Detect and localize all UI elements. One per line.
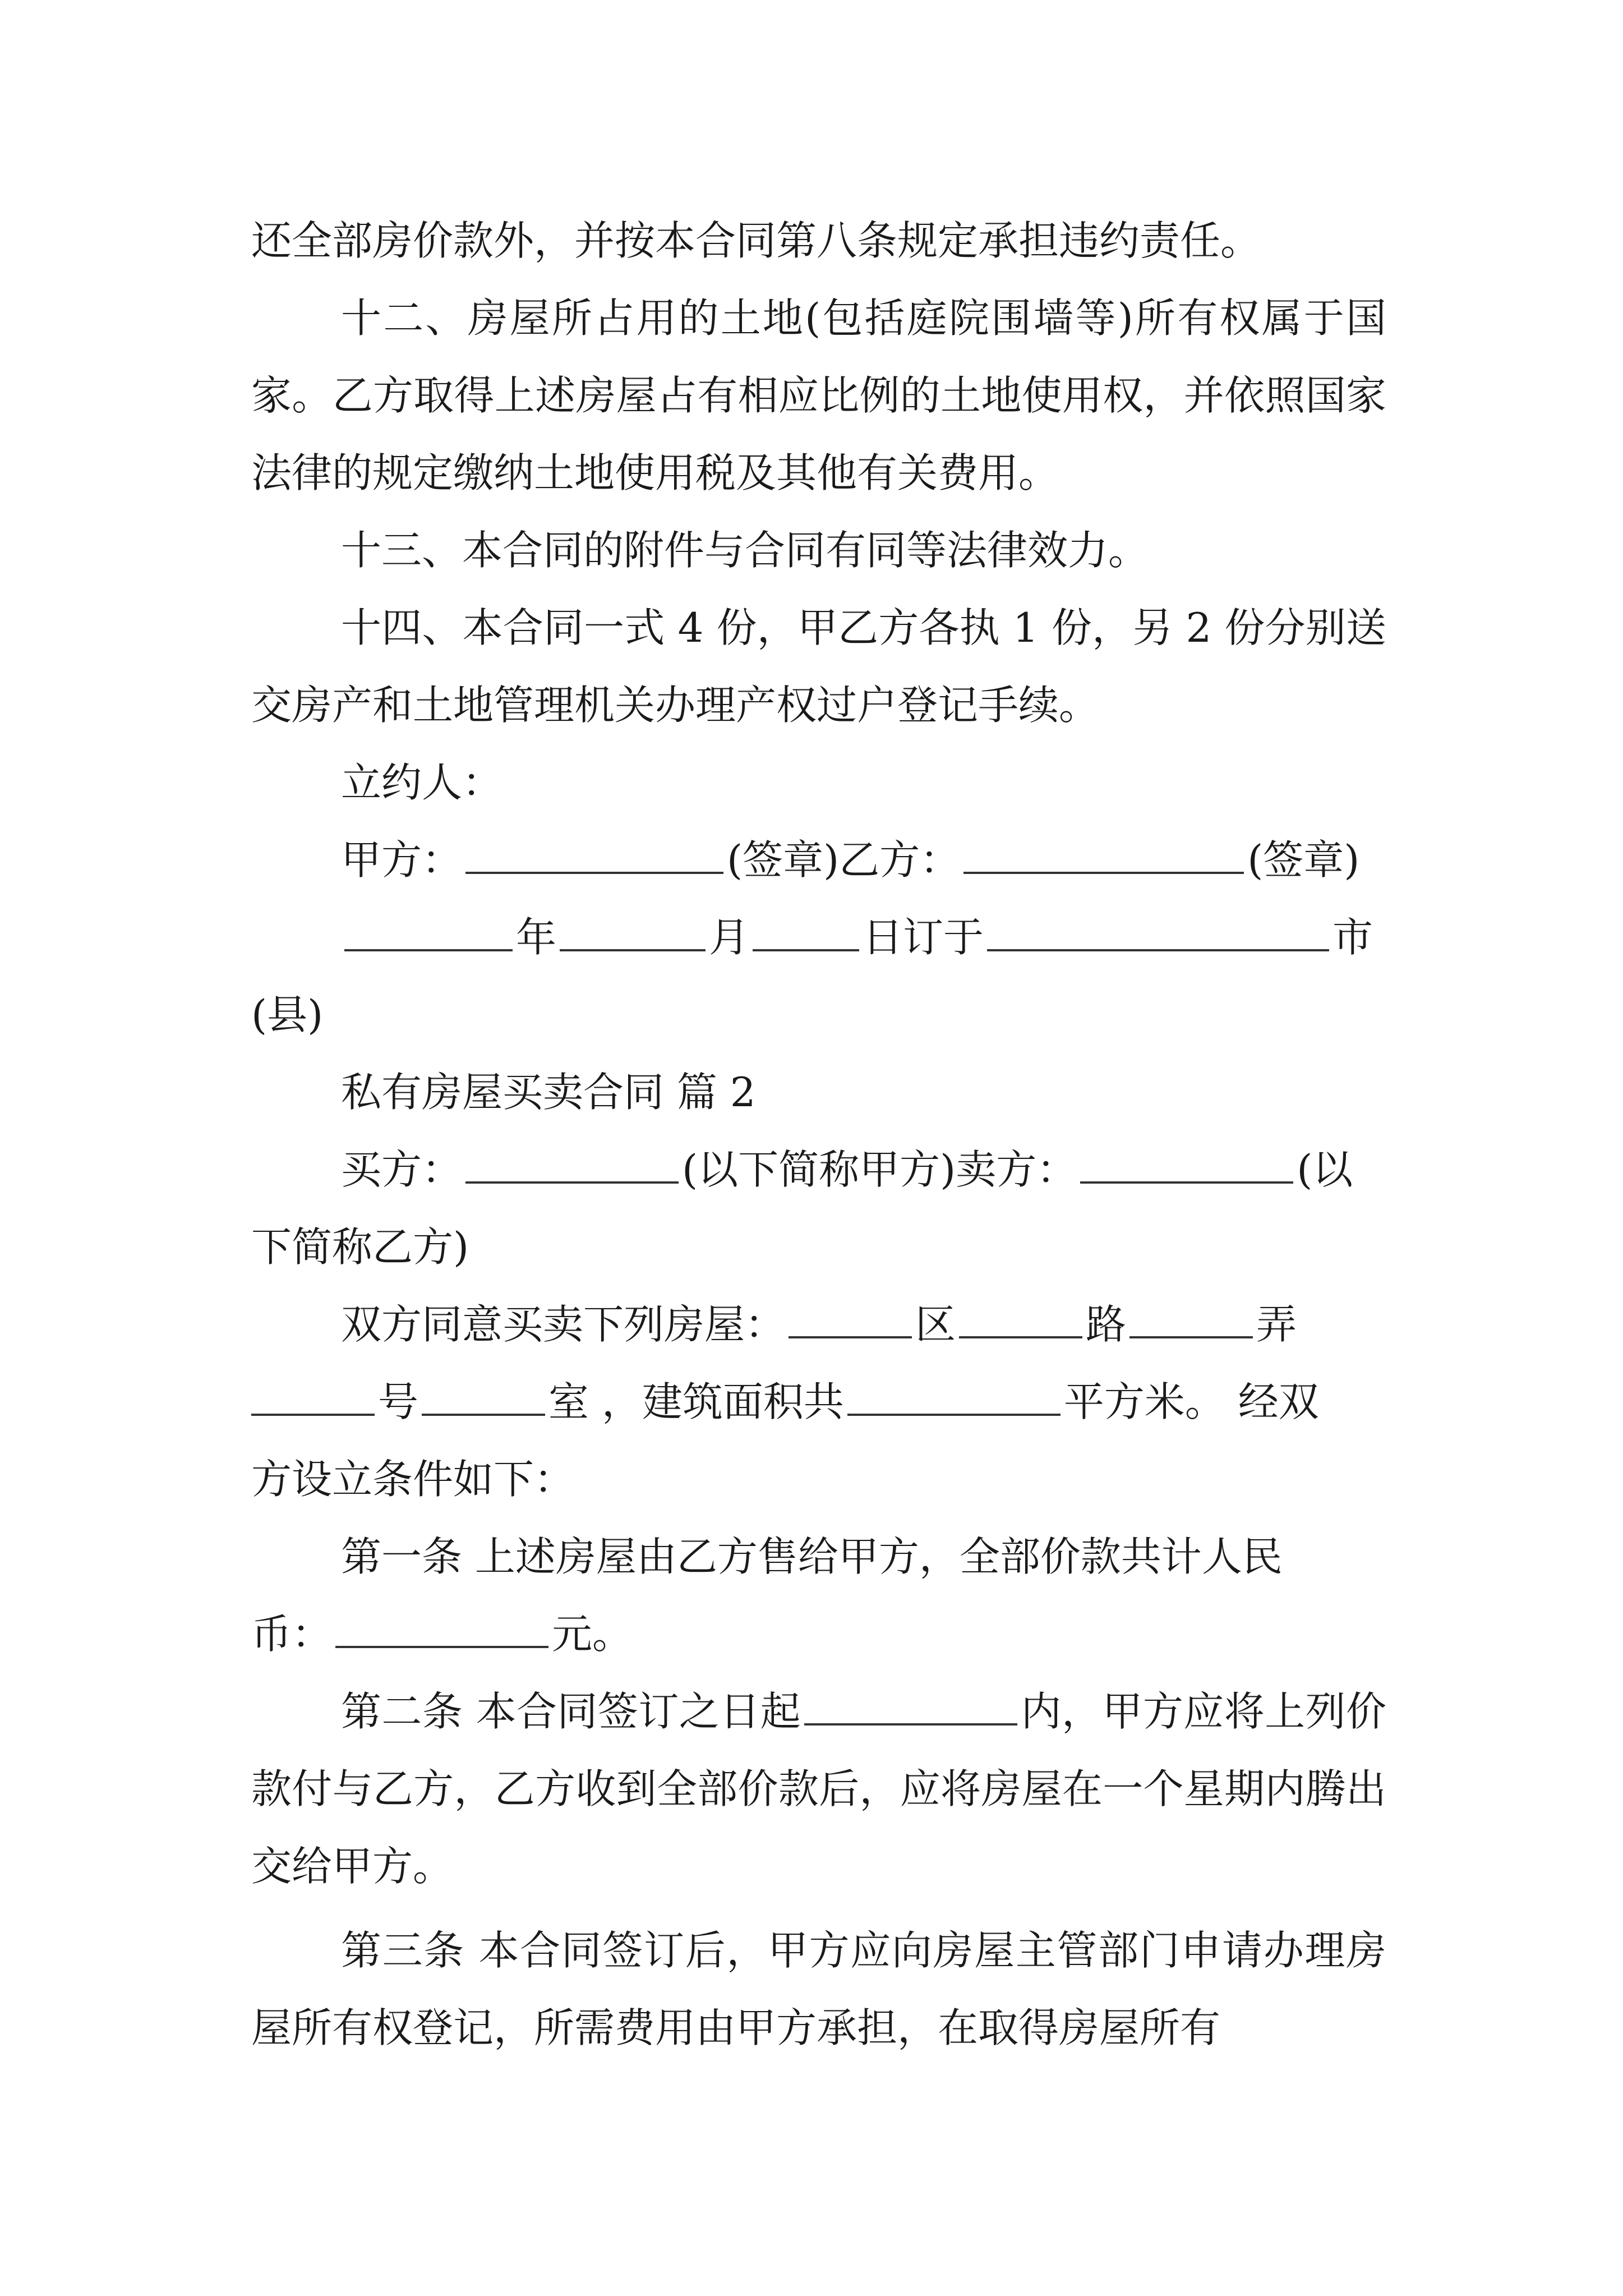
party-a-seal-label: (签章)	[727, 836, 840, 884]
price-line	[251, 1595, 1386, 1673]
paragraph-article-3: 第三条 本合同签订后，甲方应向房屋主管部门申请办理房屋所有权登记，所需费用由甲方承担，在取得房屋所有	[251, 1927, 1386, 2051]
price-blank[interactable]	[335, 1610, 548, 1648]
paragraph-article-14: 十四、本合同一式 4 份，甲乙方各执 1 份，另 2 份分别送交房产和土地管理机关办理产权过户登记手续。	[251, 604, 1386, 729]
paragraph-liability-tail: 还全部房价款外，并按本合同第八条规定承担违约责任。	[251, 217, 1261, 264]
seller-label: 卖方：	[956, 1146, 1077, 1193]
road-blank[interactable]	[959, 1300, 1082, 1338]
paragraph-article-12: 十二、房屋所占用的土地(包括庭院围墙等)所有权属于国家。乙方取得上述房屋占有相应比例的土地使用权，并依照国家法律的规定缴纳土地使用税及其他有关费用。	[251, 295, 1386, 496]
area-unit-label: 平方米。 经双	[1063, 1378, 1319, 1425]
city-label: 市	[1332, 914, 1373, 961]
county-label: (县)	[251, 991, 324, 1038]
section-title: 私有房屋买卖合同 篇 2	[341, 1069, 756, 1116]
party-b-label: 乙方：	[839, 836, 961, 884]
month-label: 月	[709, 914, 750, 961]
buyer-label: 买方：	[341, 1146, 463, 1193]
seller-alias-start: (以	[1297, 1146, 1353, 1193]
paragraph-article-13: 十三、本合同的附件与合同有同等法律效力。	[341, 527, 1149, 574]
district-blank[interactable]	[789, 1300, 912, 1338]
lane-blank[interactable]	[1129, 1300, 1253, 1338]
signature-line	[251, 821, 1386, 899]
agree-prefix: 双方同意买卖下列房屋：	[341, 1301, 786, 1348]
party-a-label: 甲方：	[341, 836, 463, 884]
area-blank[interactable]	[847, 1378, 1061, 1416]
signers-label: 立约人：	[341, 759, 503, 806]
yuan-label: 元。	[552, 1611, 633, 1658]
party-b-signature-blank[interactable]	[963, 836, 1244, 874]
seller-name-blank[interactable]	[1080, 1145, 1293, 1184]
party-a-signature-blank[interactable]	[465, 836, 723, 874]
address-line-1	[251, 1286, 1386, 1363]
buyer-alias: (以下简称甲方)	[682, 1146, 956, 1193]
document-page	[251, 202, 1386, 2067]
day-label: 日订于	[863, 914, 984, 961]
room-blank[interactable]	[422, 1378, 545, 1416]
city-blank[interactable]	[987, 913, 1329, 951]
number-blank[interactable]	[251, 1378, 375, 1416]
currency-label: 币：	[251, 1611, 333, 1658]
road-label: 路	[1086, 1301, 1127, 1348]
article-2-start: 第二条 本合同签订之日起	[341, 1688, 801, 1735]
number-label: 号	[378, 1378, 419, 1425]
payment-period-blank[interactable]	[804, 1687, 1017, 1726]
parties-line	[251, 1131, 1386, 1208]
agree-tail: 方设立条件如下：	[251, 1456, 575, 1503]
day-blank[interactable]	[753, 913, 859, 951]
room-label: 室 ，建筑面积共	[548, 1378, 844, 1425]
date-place-line	[251, 899, 1386, 976]
seller-alias-end: 下简称乙方)	[251, 1223, 469, 1271]
lane-label: 弄	[1256, 1301, 1297, 1348]
year-blank[interactable]	[344, 913, 513, 951]
article-2-rest: 内，甲方应将上列价款付与乙方，乙方收到全部价款后，应将房屋在一个星期内腾出交给甲方。	[251, 1688, 1386, 1890]
paragraph-article-1: 第一条 上述房屋由乙方售给甲方，全部价款共计人民	[341, 1533, 1283, 1580]
year-label: 年	[516, 914, 557, 961]
paragraph-article-2	[251, 1673, 1386, 1905]
buyer-name-blank[interactable]	[465, 1145, 679, 1184]
district-label: 区	[915, 1301, 956, 1348]
party-b-seal-label: (签章)	[1247, 836, 1360, 884]
address-line-2	[251, 1363, 1386, 1441]
month-blank[interactable]	[560, 913, 706, 951]
